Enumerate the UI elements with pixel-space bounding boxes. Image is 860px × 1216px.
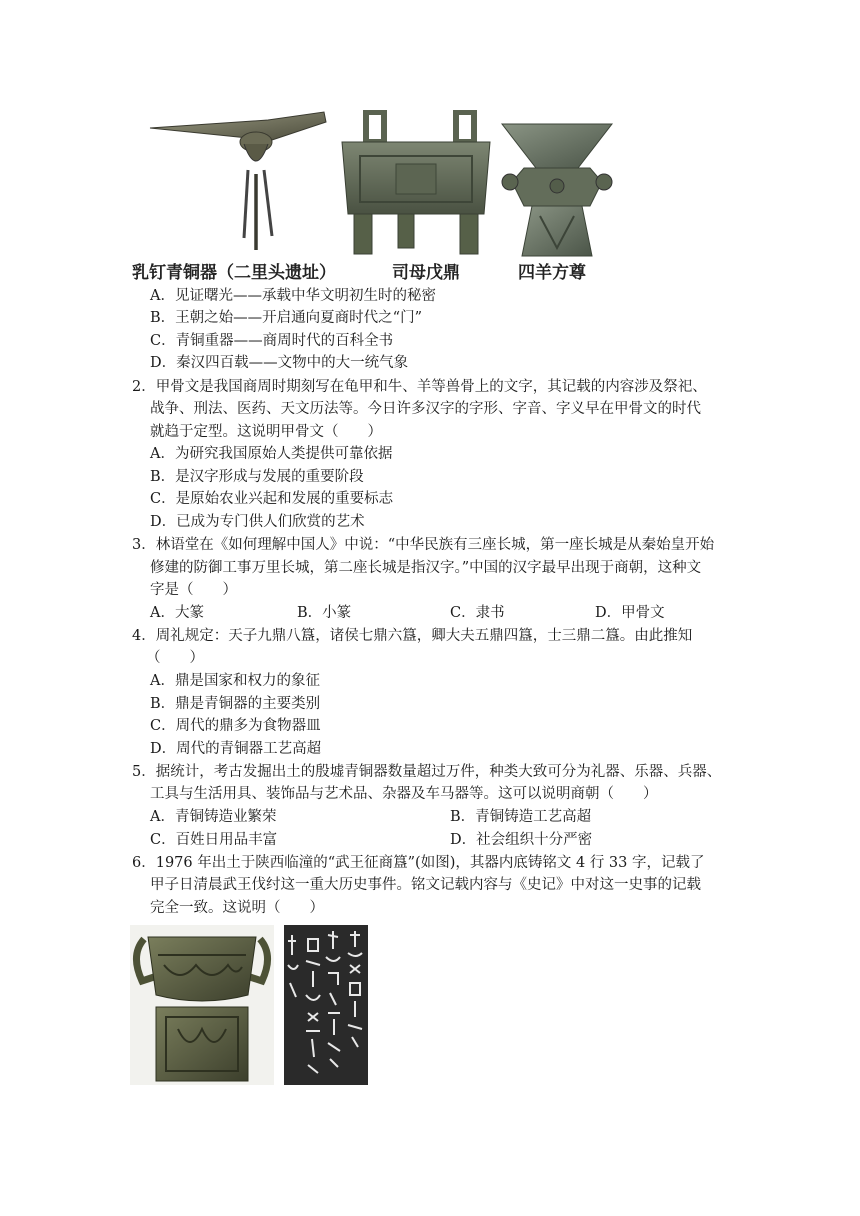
caption-ruding-bronze: 乳钉青铜器（二里头遗址）	[132, 263, 336, 283]
q2-option-d: D．已成为专门供人们欣赏的艺术	[150, 514, 365, 530]
q3-option-c: C．隶书	[450, 605, 505, 621]
q3-option-b: B．小篆	[297, 605, 352, 621]
q3-stem-line-1: 3．林语堂在《如何理解中国人》中说：“中华民族有三座长城，第一座长城是从秦始皇开始	[132, 537, 715, 553]
q4-option-d: D．周代的青铜器工艺高超	[150, 741, 322, 757]
caption-siyang-fangzun: 四羊方尊	[518, 263, 586, 283]
q2-option-b: B．是汉字形成与发展的重要阶段	[150, 469, 364, 485]
q6-stem-line-3: 完全一致。这说明（ ）	[150, 900, 324, 916]
q4-option-a: A．鼎是国家和权力的象征	[150, 673, 320, 689]
q5-stem-line-1: 5．据统计，考古发掘出土的殷墟青铜器数量超过万件，种类大致可分为礼器、乐器、兵器、	[132, 764, 722, 780]
q2-stem-line-2: 战争、刑法、医药、天文历法等。今日许多汉字的字形、字音、字义早在甲骨文的时代	[150, 401, 701, 417]
image-simuwu-ding	[336, 110, 496, 260]
image-wuwang-zhengshang-gui	[130, 925, 274, 1085]
q1-option-a: A．见证曙光——承载中华文明初生时的秘密	[150, 288, 436, 304]
q2-stem-line-3: 就趋于定型。这说明甲骨文（ ）	[150, 424, 382, 440]
q2-option-c: C．是原始农业兴起和发展的重要标志	[150, 491, 394, 507]
q5-option-d: D．社会组织十分严密	[450, 832, 593, 848]
q4-option-b: B．鼎是青铜器的主要类别	[150, 696, 321, 712]
q4-option-c: C．周代的鼎多为食物器皿	[150, 718, 321, 734]
q6-stem-line-2: 甲子日清晨武王伐纣这一重大历史事件。铭文记载内容与《史记》中对这一史事的记载	[150, 877, 701, 893]
q5-stem-line-2: 工具与生活用具、装饰品与艺术品、杂器及车马器等。这可以说明商朝（ ）	[150, 786, 658, 802]
q3-option-a: A．大篆	[150, 605, 204, 621]
image-inscription-rubbing	[284, 925, 368, 1085]
q2-option-a: A．为研究我国原始人类提供可靠依据	[150, 446, 393, 462]
q6-stem-line-1: 6．1976 年出土于陕西临潼的“武王征商簋”(如图)，其器内底铸铭文 4 行 33 字，记载了	[132, 855, 705, 871]
q1-option-d: D．秦汉四百载——文物中的大一统气象	[150, 355, 409, 371]
image-ruding-bronze	[148, 108, 328, 258]
q4-stem-line-2: （ ）	[146, 650, 204, 666]
q1-option-c: C．青铜重器——商周时代的百科全书	[150, 333, 394, 349]
q3-stem-line-2: 修建的防御工事万里长城，第二座长城是指汉字。”中国的汉字最早出现于商朝，这种文	[150, 560, 702, 576]
q5-option-c: C．百姓日用品丰富	[150, 832, 278, 848]
q5-option-a: A．青铜铸造业繁荣	[150, 809, 277, 825]
caption-simuwu-ding: 司母戊鼎	[392, 263, 460, 283]
q3-option-d: D．甲骨文	[595, 605, 665, 621]
q2-stem-line-1: 2．甲骨文是我国商周时期刻写在龟甲和牛、羊等兽骨上的文字，其记载的内容涉及祭祀、	[132, 379, 707, 395]
image-siyang-fangzun	[498, 120, 616, 260]
q3-stem-line-3: 字是（ ）	[150, 582, 237, 598]
q5-option-b: B．青铜铸造工艺高超	[450, 809, 592, 825]
q4-stem-line-1: 4．周礼规定：天子九鼎八簋，诸侯七鼎六簋，卿大夫五鼎四簋，士三鼎二簋。由此推知	[132, 628, 693, 644]
q1-option-b: B．王朝之始——开启通向夏商时代之“门”	[150, 310, 422, 326]
